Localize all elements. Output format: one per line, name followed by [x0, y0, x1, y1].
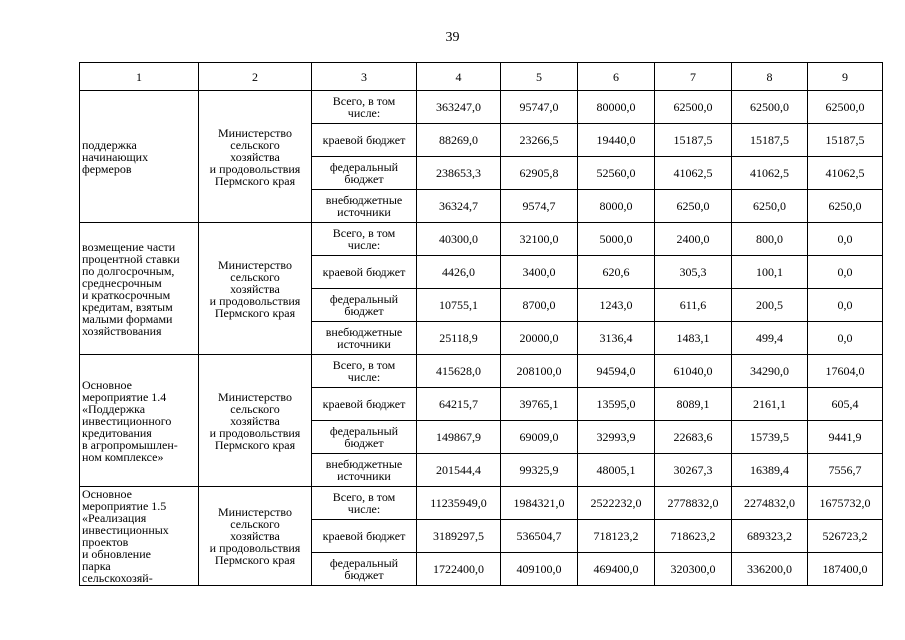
amount-cell: 7556,7: [808, 454, 883, 487]
header-cell: 6: [578, 63, 655, 91]
amount-cell: 187400,0: [808, 553, 883, 586]
amount-cell: 80000,0: [578, 91, 655, 124]
responsible-agency: Министерство сельского хозяйства и продовольствия Пермского края: [199, 223, 312, 355]
amount-cell: 36324,7: [417, 190, 501, 223]
amount-cell: 94594,0: [578, 355, 655, 388]
amount-cell: 5000,0: [578, 223, 655, 256]
funding-source: Всего, в том числе:: [312, 355, 417, 388]
amount-cell: 8700,0: [501, 289, 578, 322]
amount-cell: 2400,0: [655, 223, 732, 256]
amount-cell: 32993,9: [578, 421, 655, 454]
amount-cell: 605,4: [808, 388, 883, 421]
amount-cell: 62905,8: [501, 157, 578, 190]
measure-description: Основное мероприятие 1.4 «Поддержка инвестиционного кредитования в агропромышлен- ном комплексе»: [80, 355, 199, 487]
amount-cell: 499,4: [732, 322, 808, 355]
amount-cell: 11235949,0: [417, 487, 501, 520]
header-cell: 1: [80, 63, 199, 91]
budget-table: [79, 62, 883, 586]
amount-cell: 2778832,0: [655, 487, 732, 520]
amount-cell: 689323,2: [732, 520, 808, 553]
amount-cell: 13595,0: [578, 388, 655, 421]
amount-cell: 3136,4: [578, 322, 655, 355]
amount-cell: 0,0: [808, 223, 883, 256]
amount-cell: 1675732,0: [808, 487, 883, 520]
funding-source: краевой бюджет: [312, 124, 417, 157]
amount-cell: 30267,3: [655, 454, 732, 487]
amount-cell: 17604,0: [808, 355, 883, 388]
responsible-agency: Министерство сельского хозяйства и продовольствия Пермского края: [199, 91, 312, 223]
amount-cell: 149867,9: [417, 421, 501, 454]
funding-source: федеральный бюджет: [312, 553, 417, 586]
amount-cell: 99325,9: [501, 454, 578, 487]
funding-source: федеральный бюджет: [312, 157, 417, 190]
amount-cell: 363247,0: [417, 91, 501, 124]
responsible-agency: Министерство сельского хозяйства и продовольствия Пермского края: [199, 487, 312, 586]
amount-cell: 8000,0: [578, 190, 655, 223]
table-header-row: [80, 63, 883, 91]
table-row: [80, 223, 883, 256]
amount-cell: 718123,2: [578, 520, 655, 553]
funding-source: краевой бюджет: [312, 520, 417, 553]
amount-cell: 6250,0: [655, 190, 732, 223]
header-cell: 4: [417, 63, 501, 91]
amount-cell: 23266,5: [501, 124, 578, 157]
amount-cell: 536504,7: [501, 520, 578, 553]
amount-cell: 469400,0: [578, 553, 655, 586]
amount-cell: 611,6: [655, 289, 732, 322]
amount-cell: 41062,5: [808, 157, 883, 190]
amount-cell: 39765,1: [501, 388, 578, 421]
measure-description: Основное мероприятие 1.5 «Реализация инвестиционных проектов и обновление парка сельскохозяй-: [80, 487, 199, 586]
amount-cell: 4426,0: [417, 256, 501, 289]
page-number: 39: [445, 30, 460, 45]
amount-cell: 409100,0: [501, 553, 578, 586]
amount-cell: 3189297,5: [417, 520, 501, 553]
measure-description: поддержка начинающих фермеров: [80, 91, 199, 223]
funding-source: внебюджетные источники: [312, 454, 417, 487]
amount-cell: 1243,0: [578, 289, 655, 322]
table-row: [80, 487, 883, 520]
amount-cell: 15739,5: [732, 421, 808, 454]
amount-cell: 305,3: [655, 256, 732, 289]
amount-cell: 100,1: [732, 256, 808, 289]
table-row: [80, 91, 883, 124]
amount-cell: 88269,0: [417, 124, 501, 157]
amount-cell: 16389,4: [732, 454, 808, 487]
amount-cell: 6250,0: [732, 190, 808, 223]
amount-cell: 238653,3: [417, 157, 501, 190]
header-cell: 9: [808, 63, 883, 91]
funding-source: краевой бюджет: [312, 256, 417, 289]
amount-cell: 415628,0: [417, 355, 501, 388]
amount-cell: 10755,1: [417, 289, 501, 322]
header-cell: 7: [655, 63, 732, 91]
amount-cell: 9441,9: [808, 421, 883, 454]
amount-cell: 41062,5: [732, 157, 808, 190]
amount-cell: 48005,1: [578, 454, 655, 487]
amount-cell: 526723,2: [808, 520, 883, 553]
measure-description: возмещение части процентной ставки по долгосрочным, среднесрочным и краткосрочным кредитам, взятым малыми формами хозяйствования: [80, 223, 199, 355]
table-row: [80, 355, 883, 388]
header-cell: 5: [501, 63, 578, 91]
amount-cell: 336200,0: [732, 553, 808, 586]
amount-cell: 22683,6: [655, 421, 732, 454]
amount-cell: 2274832,0: [732, 487, 808, 520]
amount-cell: 1483,1: [655, 322, 732, 355]
funding-source: Всего, в том числе:: [312, 487, 417, 520]
header-cell: 3: [312, 63, 417, 91]
amount-cell: 19440,0: [578, 124, 655, 157]
amount-cell: 32100,0: [501, 223, 578, 256]
amount-cell: 15187,5: [732, 124, 808, 157]
amount-cell: 320300,0: [655, 553, 732, 586]
amount-cell: 69009,0: [501, 421, 578, 454]
amount-cell: 34290,0: [732, 355, 808, 388]
amount-cell: 2161,1: [732, 388, 808, 421]
amount-cell: 6250,0: [808, 190, 883, 223]
amount-cell: 208100,0: [501, 355, 578, 388]
amount-cell: 64215,7: [417, 388, 501, 421]
amount-cell: 200,5: [732, 289, 808, 322]
amount-cell: 20000,0: [501, 322, 578, 355]
amount-cell: 25118,9: [417, 322, 501, 355]
amount-cell: 800,0: [732, 223, 808, 256]
amount-cell: 62500,0: [732, 91, 808, 124]
amount-cell: 41062,5: [655, 157, 732, 190]
amount-cell: 718623,2: [655, 520, 732, 553]
amount-cell: 1722400,0: [417, 553, 501, 586]
funding-source: внебюджетные источники: [312, 322, 417, 355]
amount-cell: 52560,0: [578, 157, 655, 190]
funding-source: Всего, в том числе:: [312, 91, 417, 124]
amount-cell: 95747,0: [501, 91, 578, 124]
amount-cell: 62500,0: [655, 91, 732, 124]
amount-cell: 0,0: [808, 322, 883, 355]
funding-source: Всего, в том числе:: [312, 223, 417, 256]
amount-cell: 40300,0: [417, 223, 501, 256]
header-cell: 8: [732, 63, 808, 91]
amount-cell: 15187,5: [808, 124, 883, 157]
funding-source: краевой бюджет: [312, 388, 417, 421]
amount-cell: 201544,4: [417, 454, 501, 487]
amount-cell: 1984321,0: [501, 487, 578, 520]
funding-source: федеральный бюджет: [312, 289, 417, 322]
amount-cell: 2522232,0: [578, 487, 655, 520]
amount-cell: 0,0: [808, 256, 883, 289]
responsible-agency: Министерство сельского хозяйства и продовольствия Пермского края: [199, 355, 312, 487]
amount-cell: 0,0: [808, 289, 883, 322]
amount-cell: 9574,7: [501, 190, 578, 223]
amount-cell: 15187,5: [655, 124, 732, 157]
amount-cell: 61040,0: [655, 355, 732, 388]
amount-cell: 3400,0: [501, 256, 578, 289]
amount-cell: 8089,1: [655, 388, 732, 421]
header-cell: 2: [199, 63, 312, 91]
amount-cell: 62500,0: [808, 91, 883, 124]
funding-source: внебюджетные источники: [312, 190, 417, 223]
amount-cell: 620,6: [578, 256, 655, 289]
funding-source: федеральный бюджет: [312, 421, 417, 454]
